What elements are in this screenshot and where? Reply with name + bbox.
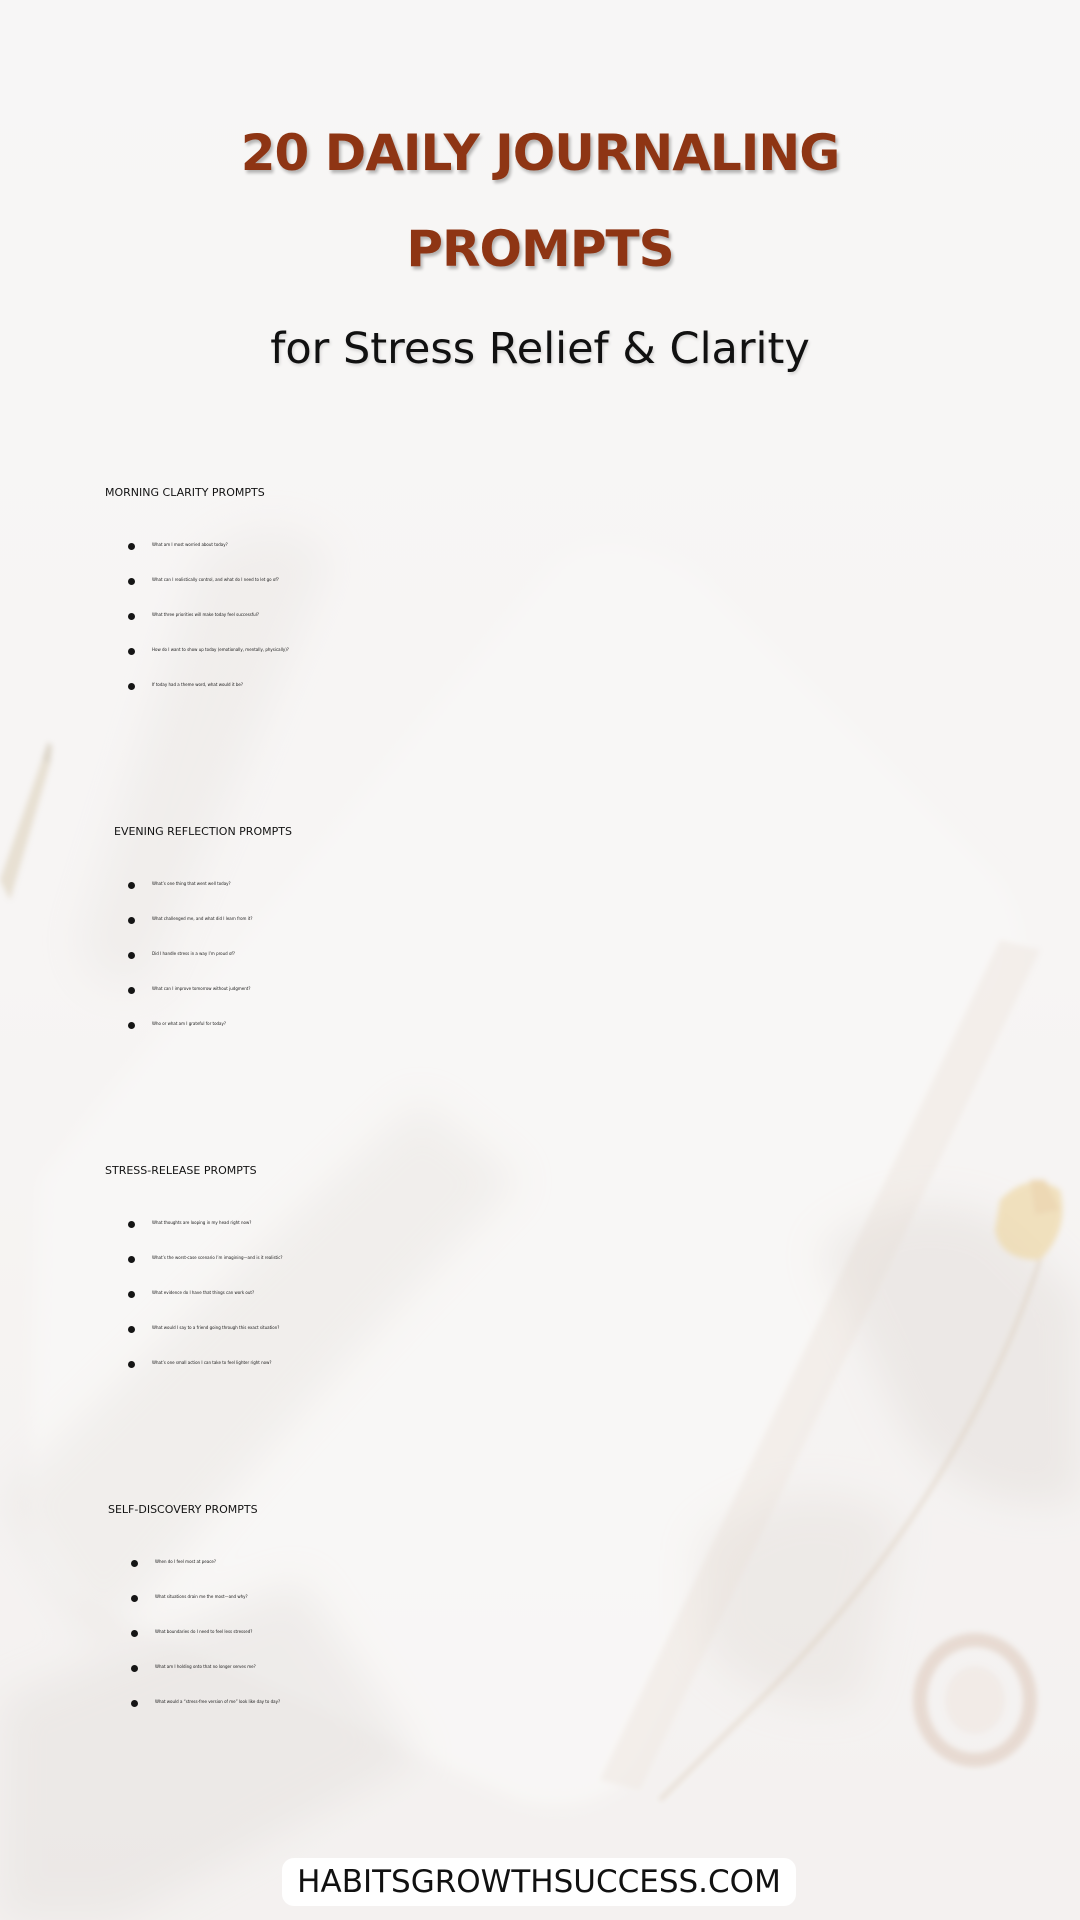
title-line-1: 20 DAILY JOURNALING [240, 124, 840, 182]
list-item: What can I improve tomorrow without judgment? [152, 971, 1080, 1006]
page-subtitle: for Stress Relief & Clarity [270, 324, 810, 374]
section-evening-reflection [0, 812, 1080, 1041]
section-heading: EVENING REFLECTION PROMPTS [114, 825, 292, 838]
list-item: Did I handle stress in a way I’m proud of? [152, 936, 1080, 971]
page-title [0, 105, 1080, 297]
title-line-2: PROMPTS [406, 220, 674, 278]
section-stress-release [0, 1151, 1080, 1380]
list-item: When do I feel most at peace? [155, 1544, 1080, 1579]
section-morning-clarity [0, 473, 1080, 702]
list-item: What would I say to a friend going through this exact situation? [152, 1310, 1080, 1345]
list-item: What am I most worried about today? [152, 527, 1080, 562]
list-item: What challenged me, and what did I learn from it? [152, 901, 1080, 936]
list-item: Who or what am I grateful for today? [152, 1006, 1080, 1041]
list-item: What can I realistically control, and what do I need to let go of? [152, 562, 1080, 597]
list-item: What would a “stress-free version of me” look like day to day? [155, 1684, 1080, 1719]
section-heading: SELF-DISCOVERY PROMPTS [108, 1503, 258, 1516]
list-item: What situations drain me the most—and why? [155, 1579, 1080, 1614]
prompt-list [152, 527, 1080, 702]
section-self-discovery [0, 1490, 1080, 1719]
list-item: What’s one small action I can take to feel lighter right now? [152, 1345, 1080, 1380]
list-item: What boundaries do I need to feel less stressed? [155, 1614, 1080, 1649]
list-item: What three priorities will make today feel successful? [152, 597, 1080, 632]
list-item: What evidence do I have that things can work out? [152, 1275, 1080, 1310]
list-item: What’s the worst-case scenario I’m imagining—and is it realistic? [152, 1240, 1080, 1275]
prompt-list [155, 1544, 1080, 1719]
list-item: If today had a theme word, what would it be? [152, 667, 1080, 702]
website-url: HABITSGROWTHSUCCESS.COM [282, 1858, 796, 1906]
prompt-list [152, 1205, 1080, 1380]
list-item: What thoughts are looping in my head right now? [152, 1205, 1080, 1240]
section-heading: STRESS-RELEASE PROMPTS [105, 1164, 257, 1177]
list-item: What’s one thing that went well today? [152, 866, 1080, 901]
prompt-list [152, 866, 1080, 1041]
section-heading: MORNING CLARITY PROMPTS [105, 486, 265, 499]
list-item: What am I holding onto that no longer serves me? [155, 1649, 1080, 1684]
list-item: How do I want to show up today (emotionally, mentally, physically)? [152, 632, 1080, 667]
